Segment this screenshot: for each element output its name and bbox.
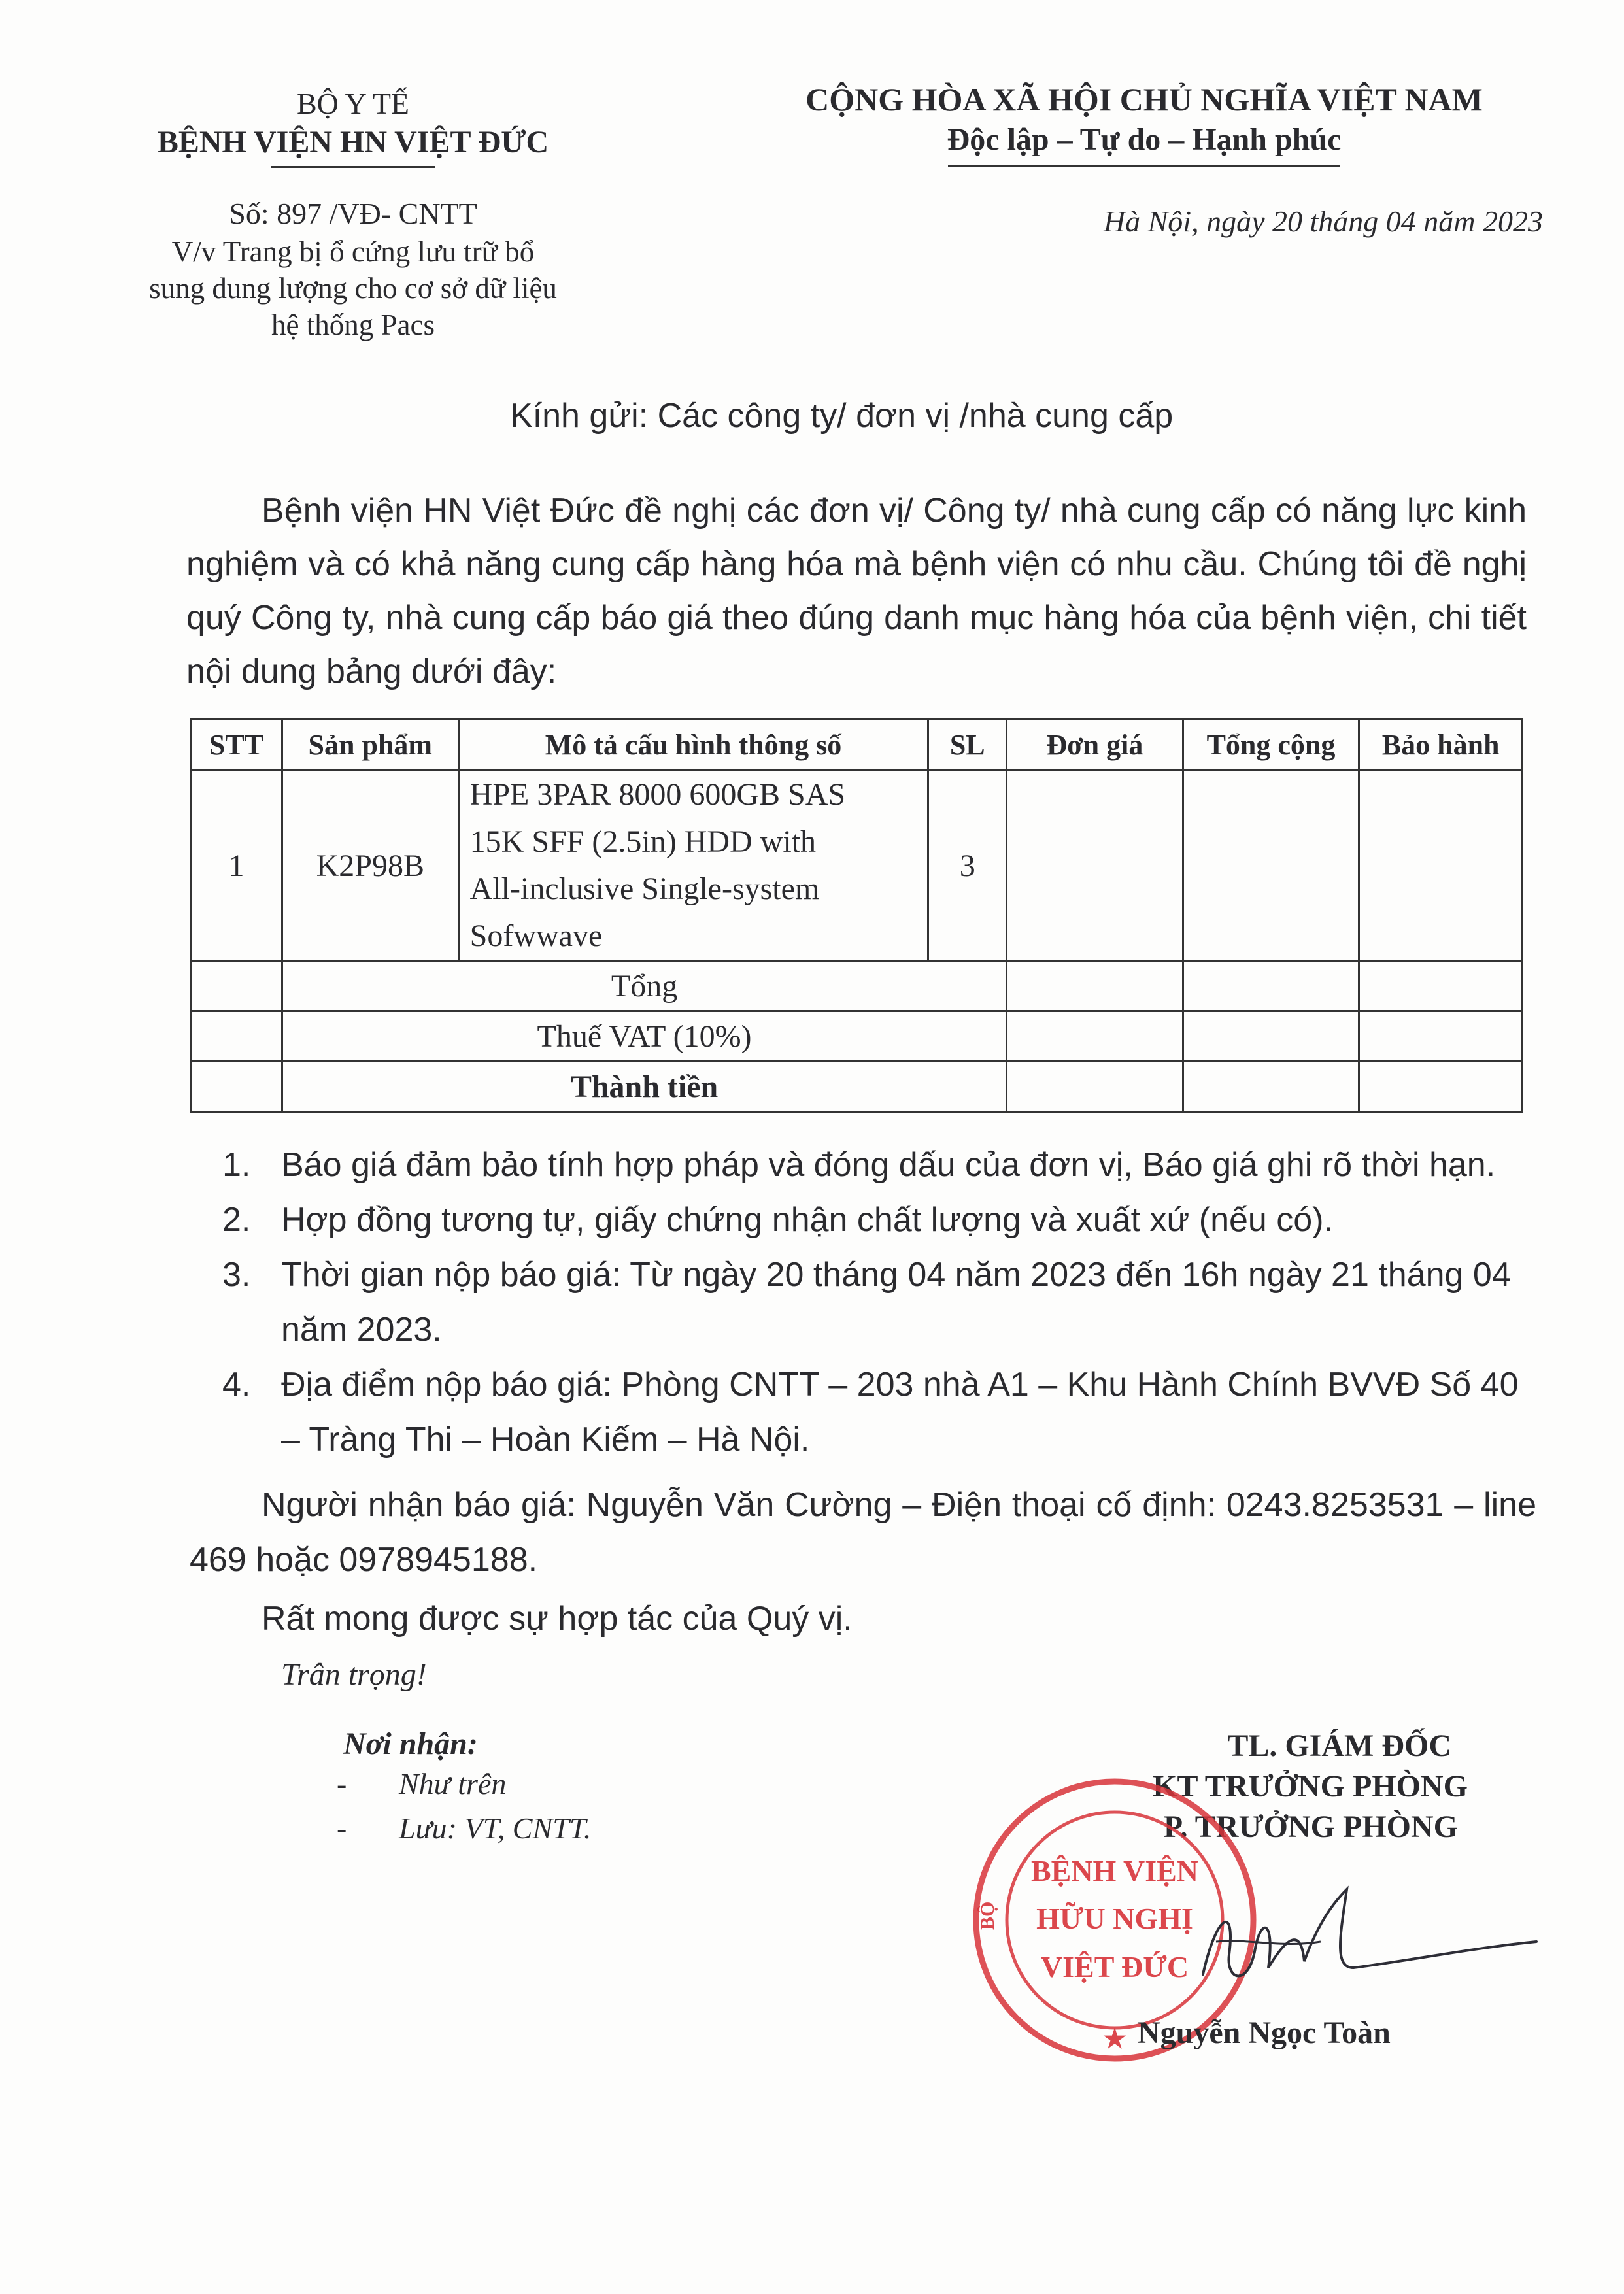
recipient-item (337, 1811, 591, 1846)
config-line: HPE 3PAR 8000 600GB SAS (469, 777, 846, 812)
empty-cell (191, 1062, 282, 1112)
vat-label: Thuế VAT (10%) (282, 1011, 1006, 1062)
hospital-name: BỆNH VIỆN HN VIỆT ĐỨC (157, 125, 549, 160)
config-line: All-inclusive Single-system (469, 871, 820, 906)
list-number: 2. (222, 1201, 251, 1239)
recipients-title: Nơi nhận: (343, 1727, 478, 1761)
config-line: Sofwwave (469, 919, 603, 953)
requirements-list (222, 1138, 1536, 1467)
subtotal-row (191, 961, 1523, 1011)
empty-cell (1183, 961, 1359, 1011)
list-number: 3. (222, 1256, 251, 1294)
empty-cell (1007, 1011, 1183, 1062)
contact-paragraph (190, 1477, 1536, 1587)
seal-line-1: BỆNH VIỆN (1030, 1854, 1199, 1887)
list-item (222, 1192, 1536, 1247)
seal-side-text: BỘ (977, 1901, 998, 1930)
recipient-item-text: Như trên (399, 1767, 507, 1800)
sig-title-2: KT TRƯỞNG PHÒNG (1153, 1769, 1468, 1804)
subject-line-2: sung dung lượng cho cơ sở dữ liệu (149, 272, 557, 305)
grand-total-label: Thành tiền (282, 1062, 1006, 1112)
cell-qty: 3 (928, 771, 1007, 961)
list-item (222, 1138, 1536, 1192)
empty-cell (1183, 1011, 1359, 1062)
sig-title-3: P. TRƯỞNG PHÒNG (1163, 1810, 1458, 1844)
bullet-dash: - (337, 1767, 347, 1800)
header-left-divider (271, 166, 435, 168)
subtotal-label: Tổng (282, 961, 1006, 1011)
recipient-item (337, 1766, 506, 1801)
intro-text: Bệnh viện HN Việt Đức đề nghị các đơn vị/ Công ty/ nhà cung cấp có năng lực kinh nghiệm và có khả năng cung cấp hàng hóa mà bệnh viện có nhu cầu. Chúng tôi đề nghị quý Công ty, nhà cung cấp báo giá theo đúng danh mục hàng hóa của bệnh viện, chi tiết nội dung bảng dưới đây: (186, 492, 1527, 690)
sig-title-1: TL. GIÁM ĐỐC (1227, 1729, 1451, 1763)
table-header-row (191, 719, 1523, 771)
cell-unit-price (1007, 771, 1183, 961)
empty-cell (1359, 1011, 1523, 1062)
subject-line-1: V/v Trang bị ổ cứng lưu trữ bổ (171, 235, 535, 268)
signer-name: Nguyễn Ngọc Toàn (1138, 2016, 1391, 2050)
issue-date: Hà Nội, ngày 20 tháng 04 năm 2023 (1103, 205, 1543, 238)
list-text: Thời gian nộp báo giá: Từ ngày 20 tháng 04 năm 2023 đến 16h ngày 21 tháng 04 năm 2023. (281, 1256, 1511, 1349)
reference-number: Số: 897 /VĐ- CNTT (229, 197, 477, 230)
list-number: 4. (222, 1366, 251, 1404)
cell-warranty (1359, 771, 1523, 961)
empty-cell (1359, 961, 1523, 1011)
col-header-warranty: Bảo hành (1359, 719, 1523, 771)
nation-title: CỘNG HÒA XÃ HỘI CHỦ NGHĨA VIỆT NAM (805, 81, 1483, 118)
header-right (739, 78, 1549, 167)
contact-text: Người nhận báo giá: Nguyễn Văn Cường – Điện thoại cố định: 0243.8253531 – line 469 hoặc 0978945188. (190, 1486, 1536, 1579)
header-right-divider (948, 165, 1340, 167)
grand-total-row (191, 1062, 1523, 1112)
cell-total (1183, 771, 1359, 961)
empty-cell (191, 961, 282, 1011)
list-item (222, 1357, 1536, 1467)
list-text: Báo giá đảm bảo tính hợp pháp và đóng dấu của đơn vị, Báo giá ghi rõ thời hạn. (281, 1146, 1496, 1184)
quotation-table (190, 718, 1523, 1113)
list-text: Địa điểm nộp báo giá: Phòng CNTT – 203 nhà A1 – Khu Hành Chính BVVĐ Số 40 – Tràng Thi – Hoàn Kiếm – Hà Nội. (281, 1366, 1519, 1459)
seal-star-icon: ★ (1103, 2024, 1126, 2053)
bullet-dash: - (337, 1812, 347, 1845)
empty-cell (1007, 961, 1183, 1011)
subject-line-3: hệ thống Pacs (271, 309, 435, 341)
seal-line-2: HỮU NGHỊ (1036, 1902, 1193, 1935)
recipient-item-text: Lưu: VT, CNTT. (399, 1812, 592, 1845)
col-header-stt: STT (191, 719, 282, 771)
seal-line-3: VIỆT ĐỨC (1040, 1950, 1189, 1983)
col-header-qty: SL (928, 719, 1007, 771)
list-text: Hợp đồng tương tự, giấy chứng nhận chất lượng và xuất xứ (nếu có). (281, 1201, 1333, 1239)
regards-line: Trân trọng! (281, 1657, 427, 1692)
col-header-config: Mô tả cấu hình thông số (458, 719, 928, 771)
empty-cell (191, 1011, 282, 1062)
col-header-unit-price: Đơn giá (1007, 719, 1183, 771)
recipient-line: Kính gửi: Các công ty/ đơn vị /nhà cung cấp (510, 397, 1174, 435)
intro-paragraph (186, 484, 1527, 698)
list-item (222, 1247, 1536, 1357)
empty-cell (1007, 1062, 1183, 1112)
table-row (191, 771, 1523, 961)
cell-product: K2P98B (282, 771, 458, 961)
handwritten-signature (1190, 1876, 1543, 2007)
config-line: 15K SFF (2.5in) HDD with (469, 824, 817, 859)
ministry-name: BỘ Y TẾ (296, 87, 410, 120)
header-left (127, 85, 579, 343)
closing-line: Rất mong được sự hợp tác của Quý vị. (262, 1600, 853, 1638)
nation-motto: Độc lập – Tự do – Hạnh phúc (947, 122, 1342, 157)
list-number: 1. (222, 1146, 251, 1184)
empty-cell (1183, 1062, 1359, 1112)
cell-config (458, 771, 928, 961)
empty-cell (1359, 1062, 1523, 1112)
col-header-total: Tổng cộng (1183, 719, 1359, 771)
col-header-product: Sản phẩm (282, 719, 458, 771)
vat-row (191, 1011, 1523, 1062)
cell-stt: 1 (191, 771, 282, 961)
